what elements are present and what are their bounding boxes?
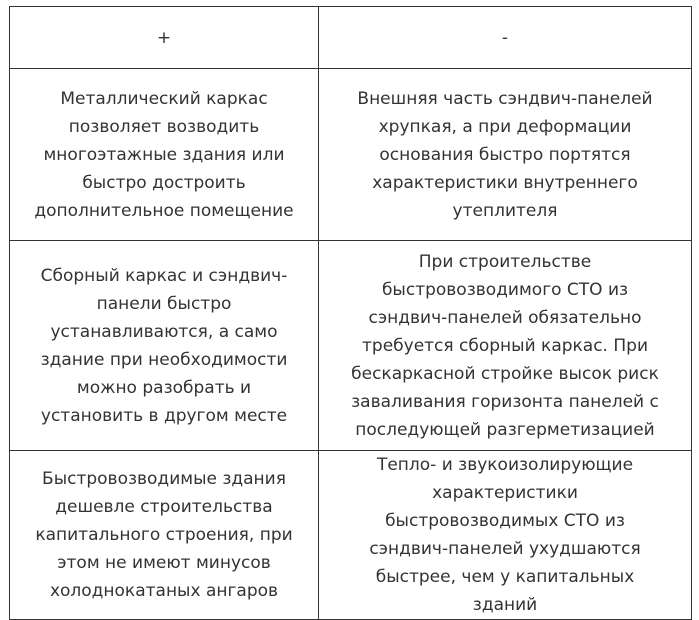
plus-cell bbox=[10, 69, 319, 241]
plus-text: Сборный каркас и сэндвич-панели быстро устанавливаются, а само здание при необходимости можно разобрать и установить в другом месте bbox=[40, 265, 288, 426]
minus-text: Внешняя часть сэндвич-панелей хрупкая, а при деформации основания быстро портятся характеристики внутреннего утеплителя bbox=[357, 88, 653, 221]
table-row bbox=[10, 69, 692, 241]
header-plus-label: + bbox=[156, 27, 172, 48]
table-row bbox=[10, 451, 692, 620]
minus-text: Тепло- и звукоизолирующие характеристики быстровозводимых СТО из сэндвич-панелей ухудшаются быстрее, чем у капитальных зданий bbox=[369, 455, 641, 615]
pros-cons-table bbox=[9, 6, 692, 620]
minus-cell bbox=[319, 69, 692, 241]
minus-text: При строительстве быстровозводимого СТО из сэндвич-панелей обязательно требуется сборный каркас. При бескаркасной стройке высок риск заваливания горизонта панелей с последующей разгерметизацией bbox=[351, 251, 659, 440]
plus-text: Быстровозводимые здания дешевле строительства капитального строения, при этом не имеют минусов холоднокатаных ангаров bbox=[35, 469, 293, 601]
minus-cell bbox=[319, 451, 692, 620]
table-row bbox=[10, 241, 692, 451]
header-minus-label: - bbox=[501, 27, 509, 48]
plus-cell bbox=[10, 451, 319, 620]
plus-cell bbox=[10, 241, 319, 451]
header-minus bbox=[319, 7, 692, 69]
header-plus bbox=[10, 7, 319, 69]
minus-cell bbox=[319, 241, 692, 451]
table-header-row bbox=[10, 7, 692, 69]
plus-text: Металлический каркас позволяет возводить многоэтажные здания или быстро достроить дополнительное помещение bbox=[34, 88, 294, 221]
